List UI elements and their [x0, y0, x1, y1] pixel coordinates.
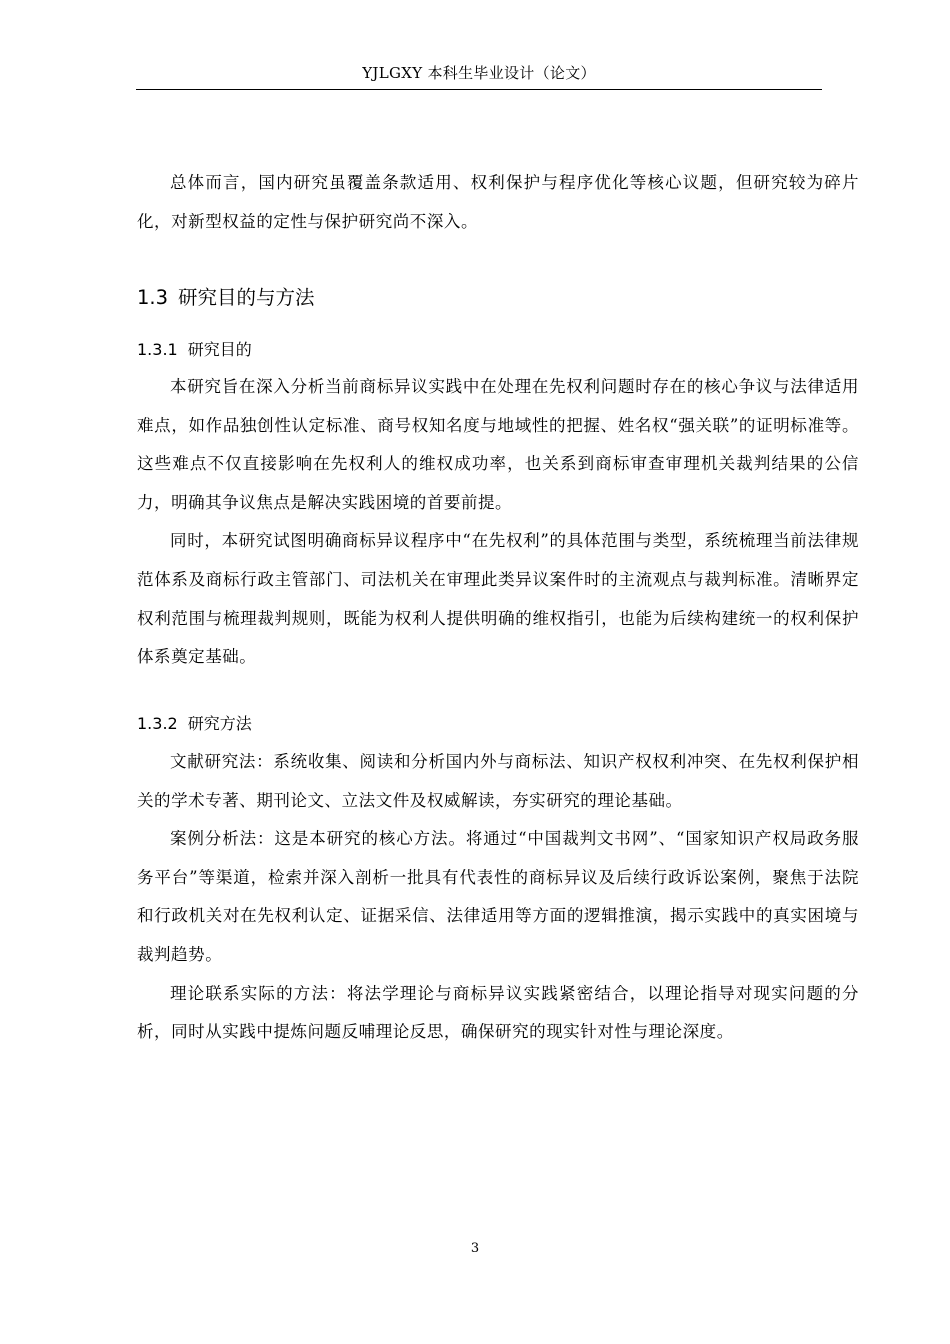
subsection-number: 1.3.2 [137, 714, 178, 733]
header-rule [136, 89, 822, 90]
subsection-number: 1.3.1 [137, 340, 178, 359]
body-paragraph: 本研究旨在深入分析当前商标异议实践中在处理在先权利问题时存在的核心争议与法律适用难点，如作品独创性认定标准、商号权知名度与地域性的把握、姓名权“强关联”的证明标准等。这些难点不仅直接影响在先权利人的维权成功率，也关系到商标审查审理机关裁判结果的公信力，明确其争议焦点是解决实践困境的首要前提。 [137, 377, 859, 512]
intro-paragraph-block [137, 164, 859, 241]
intro-paragraph: 总体而言，国内研究虽覆盖条款适用、权利保护与程序优化等核心议题，但研究较为碎片化，对新型权益的定性与保护研究尚不深入。 [137, 173, 859, 231]
running-header: YJLGXY 本科生毕业设计（论文） [362, 64, 596, 82]
subsection-title: 研究方法 [187, 714, 252, 733]
section-title: 研究目的与方法 [178, 286, 315, 309]
research-methods-body [137, 743, 859, 1052]
body-paragraph: 文献研究法：系统收集、阅读和分析国内外与商标法、知识产权权利冲突、在先权利保护相关的学术专著、期刊论文、立法文件及权威解读，夯实研究的理论基础。 [137, 752, 859, 810]
research-purpose-body [137, 368, 859, 677]
subsection-title: 研究目的 [187, 340, 252, 359]
subsection-heading-1-3-1 [137, 338, 252, 362]
section-number: 1.3 [137, 286, 169, 309]
page-number: 3 [470, 1241, 480, 1256]
section-heading-1-3 [137, 284, 315, 312]
subsection-heading-1-3-2 [137, 712, 252, 736]
body-paragraph: 同时，本研究试图明确商标异议程序中“在先权利”的具体范围与类型，系统梳理当前法律规范体系及商标行政主管部门、司法机关在审理此类异议案件时的主流观点与裁判标准。清晰界定权利范围与梳理裁判规则，既能为权利人提供明确的维权指引，也能为后续构建统一的权利保护体系奠定基础。 [137, 531, 859, 667]
body-paragraph: 理论联系实际的方法：将法学理论与商标异议实践紧密结合，以理论指导对现实问题的分析，同时从实践中提炼问题反哺理论反思，确保研究的现实针对性与理论深度。 [137, 983, 859, 1042]
body-paragraph: 案例分析法：这是本研究的核心方法。将通过“中国裁判文书网”、“国家知识产权局政务服务平台”等渠道，检索并深入剖析一批具有代表性的商标异议及后续行政诉讼案例，聚焦于法院和行政机关对在先权利认定、证据采信、法律适用等方面的逻辑推演，揭示实践中的真实困境与裁判趋势。 [137, 829, 859, 964]
